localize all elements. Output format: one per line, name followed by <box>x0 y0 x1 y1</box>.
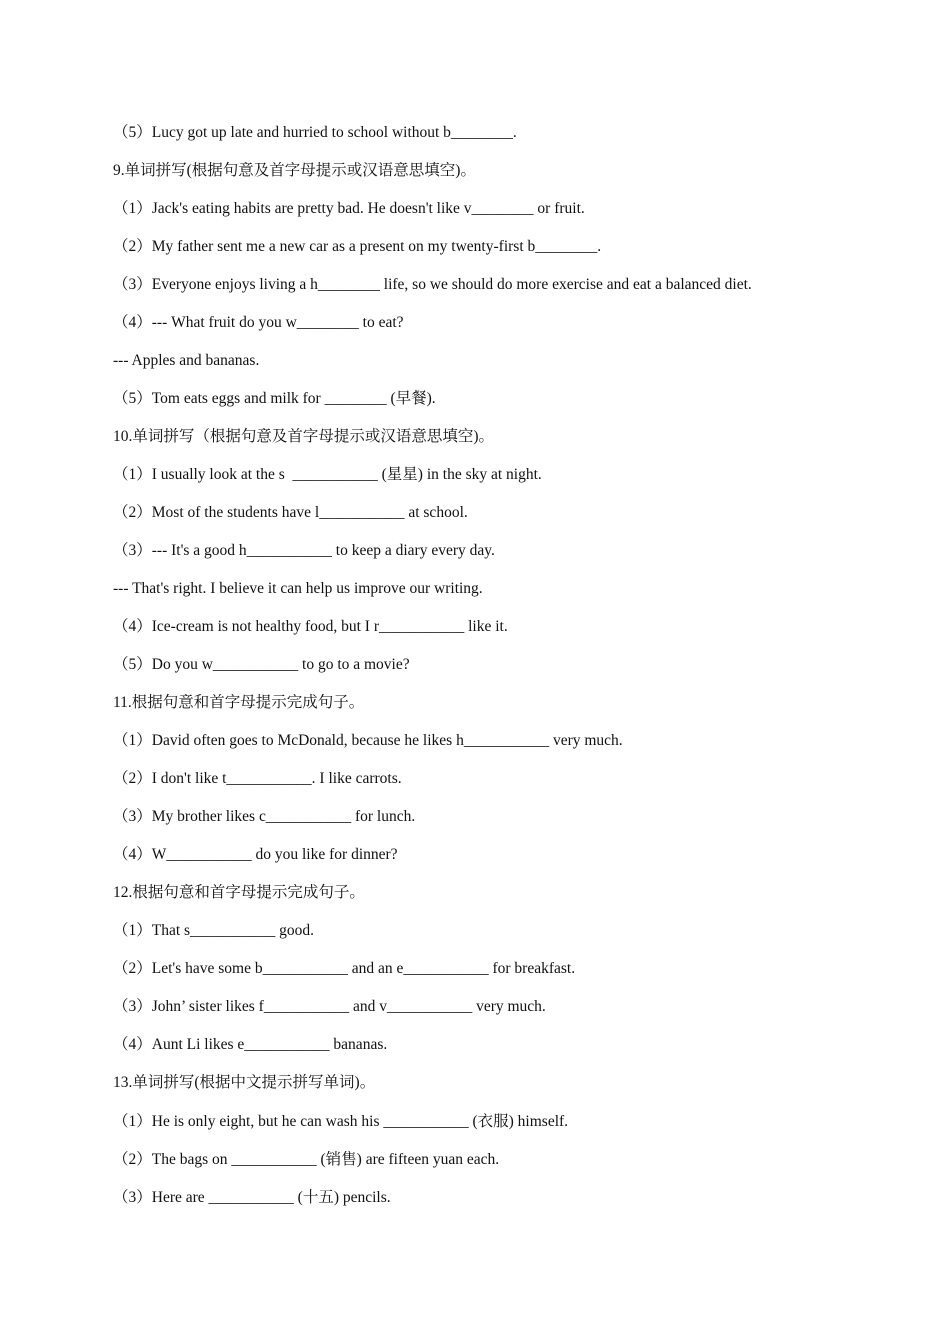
question-12-3: （3）John’ sister likes f___________ and v___________ very much. <box>113 998 546 1015</box>
question-9-3: （3）Everyone enjoys living a h________ life, so we should do more exercise and eat a balanced diet. <box>113 276 752 293</box>
question-9-2: （2）My father sent me a new car as a present on my twenty-first b________. <box>113 238 602 255</box>
question-12-2: （2）Let's have some b___________ and an e___________ for breakfast. <box>113 960 576 977</box>
question-9-4-reply: --- Apples and bananas. <box>113 352 260 369</box>
question-11-1: （1）David often goes to McDonald, because he likes h___________ very much. <box>113 732 623 749</box>
question-10-1: （1）I usually look at the s ___________ (星星) in the sky at night. <box>113 466 542 483</box>
question-10-3-reply: --- That's right. I believe it can help us improve our writing. <box>113 580 483 597</box>
question-10-3: （3）--- It's a good h___________ to keep a diary every day. <box>113 542 495 559</box>
question-13-1: （1）He is only eight, but he can wash his ___________ (衣服) himself. <box>113 1113 569 1130</box>
question-9-4: （4）--- What fruit do you w________ to eat? <box>113 314 404 331</box>
question-11-3: （3）My brother likes c___________ for lunch. <box>113 808 416 825</box>
question-11-2: （2）I don't like t___________. I like carrots. <box>113 770 402 787</box>
question-10-2: （2）Most of the students have l___________ at school. <box>113 504 468 521</box>
section-10-heading: 10.单词拼写（根据句意及首字母提示或汉语意思填空)。 <box>113 428 495 445</box>
section-12-heading: 12.根据句意和首字母提示完成句子。 <box>113 884 365 901</box>
section-11-heading: 11.根据句意和首字母提示完成句子。 <box>113 694 365 711</box>
section-13-heading: 13.单词拼写(根据中文提示拼写单词)。 <box>113 1074 376 1091</box>
question-11-4: （4）W___________ do you like for dinner? <box>113 846 398 863</box>
question-13-3: （3）Here are ___________ (十五) pencils. <box>113 1189 391 1206</box>
section-9-heading: 9.单词拼写(根据句意及首字母提示或汉语意思填空)。 <box>113 162 476 179</box>
question-10-4: （4）Ice-cream is not healthy food, but I r___________ like it. <box>113 618 508 635</box>
question-9-5: （5）Tom eats eggs and milk for ________ (早餐). <box>113 390 436 407</box>
question-12-4: （4）Aunt Li likes e___________ bananas. <box>113 1036 388 1053</box>
question-13-2: （2）The bags on ___________ (销售) are fifteen yuan each. <box>113 1151 500 1168</box>
question-9-1: （1）Jack's eating habits are pretty bad. He doesn't like v________ or fruit. <box>113 200 585 217</box>
question-12-1: （1）That s___________ good. <box>113 922 315 939</box>
question-10-5: （5）Do you w___________ to go to a movie? <box>113 656 410 673</box>
question-8-5: （5）Lucy got up late and hurried to school without b________. <box>113 124 517 141</box>
